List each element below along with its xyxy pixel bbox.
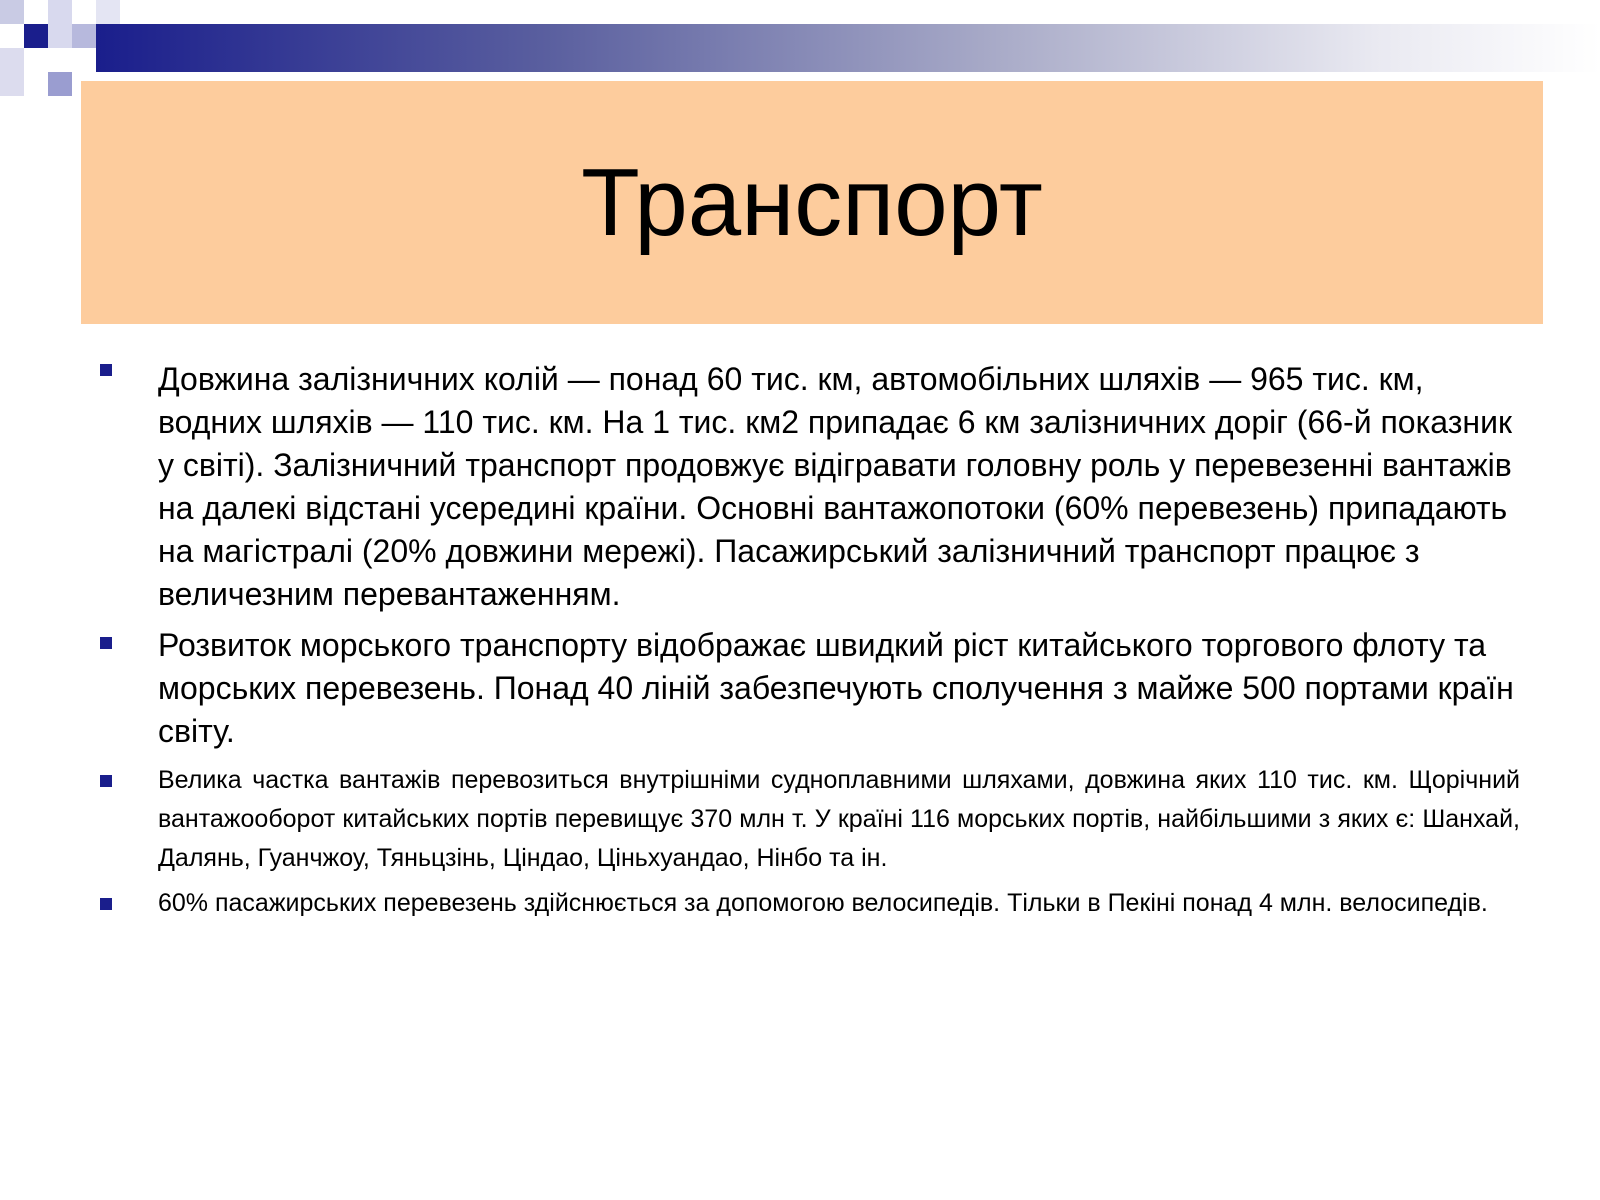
header-gradient-bar bbox=[96, 24, 1600, 72]
decorative-square bbox=[48, 0, 72, 48]
decorative-square bbox=[0, 0, 24, 24]
decorative-square bbox=[0, 48, 24, 96]
bullet-text: Велика частка вантажів перевозиться внутрішніми судноплавними шляхами, довжина яких 110 тис. км. Щорічний вантажооборот китайських портів перевищує 370 млн т. У країні 116 морських портів, найбільшими з яких є: Шанхай, Далянь, Гуанчжоу, Тяньцзінь, Ціндао, Ціньхуандао, Нінбо та ін. bbox=[158, 766, 1520, 872]
decorative-square bbox=[96, 0, 120, 24]
decorative-square bbox=[24, 24, 48, 48]
title-box bbox=[81, 81, 1543, 324]
bullet-square-icon bbox=[100, 898, 112, 910]
bullet-square-icon bbox=[100, 775, 112, 787]
bullet-item bbox=[100, 358, 1520, 616]
decorative-square bbox=[72, 24, 96, 48]
decorative-square bbox=[48, 72, 72, 96]
slide-title: Транспорт bbox=[581, 149, 1043, 256]
bullet-item bbox=[100, 624, 1520, 753]
bullet-item bbox=[100, 761, 1520, 878]
bullet-text: Довжина залізничних колій — понад 60 тис. км, автомобільних шляхів — 965 тис. км, водних шляхів — 110 тис. км. На 1 тис. км2 припадає 6 км залізничних доріг (66-й показник у світі). Залізничний транспорт продовжує відігравати головну роль у перевезенні вантажів на далекі відстані усередині країни. Основні вантажопотоки (60% перевезень) припадають на магістралі (20% довжини мережі). Пасажирський залізничний транспорт працює з величезним перевантаженням. bbox=[158, 361, 1512, 612]
bullet-text: 60% пасажирських перевезень здійснюється за допомогою велосипедів. Тільки в Пекіні понад 4 млн. велосипедів. bbox=[158, 889, 1488, 917]
bullet-square-icon bbox=[100, 364, 112, 376]
bullet-item bbox=[100, 884, 1520, 923]
bullet-text: Розвиток морського транспорту відображає швидкий ріст китайського торгового флоту та морських перевезень. Понад 40 ліній забезпечують сполучення з майже 500 портами країн світу. bbox=[158, 627, 1514, 749]
bullet-square-icon bbox=[100, 637, 112, 649]
bullet-list bbox=[100, 358, 1520, 929]
